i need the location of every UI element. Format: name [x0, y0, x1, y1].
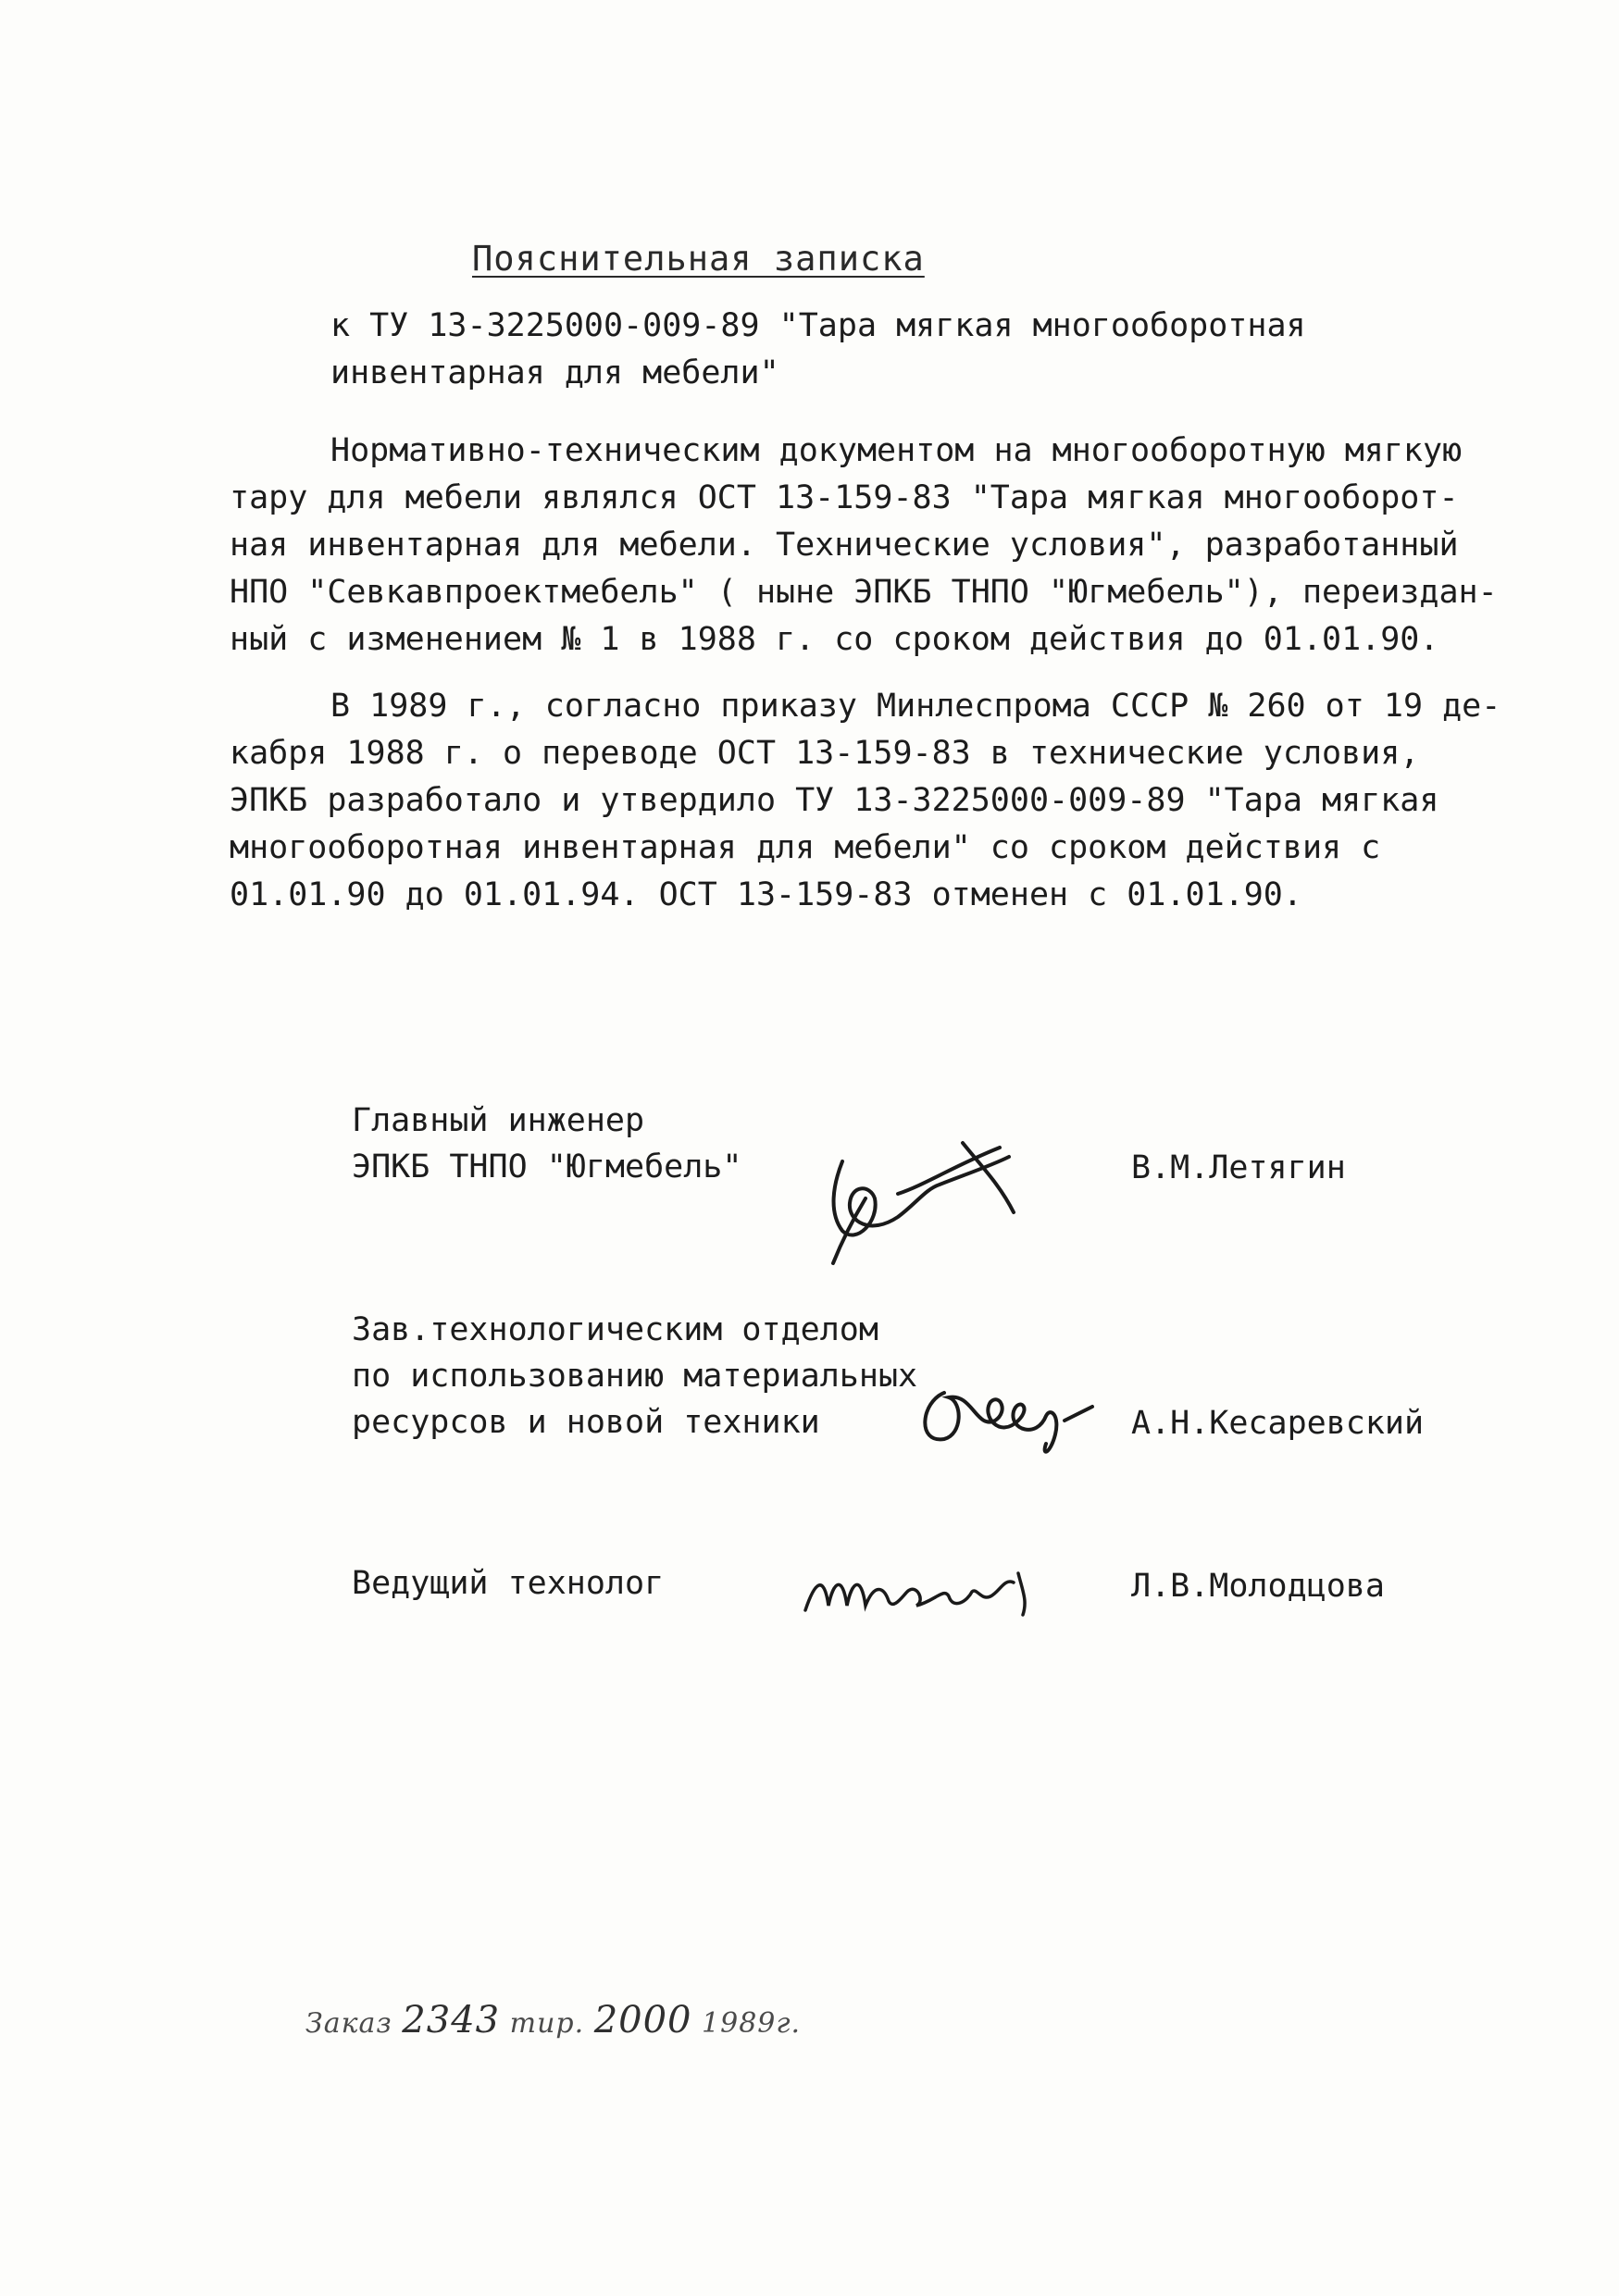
signature-icon	[778, 1111, 1065, 1277]
signatory-name: Л.В.Молодцова	[1131, 1568, 1385, 1605]
paragraph-1-line-2: тару для мебели являлся ОСТ 13-159-83 "Тара мягкая многооборот-	[230, 479, 1459, 516]
signature-icon	[796, 1545, 1055, 1629]
signatory-role-line: Ведущий технолог	[352, 1565, 665, 1602]
stamp-print-run: 2000	[593, 1999, 692, 2042]
signatory-role-line: Зав.технологическим отделом	[352, 1311, 878, 1348]
paragraph-1-line-1: Нормативно-техническим документом на многооборотную мягкую	[330, 432, 1463, 469]
subject-line-1: к ТУ 13-3225000-009-89 "Тара мягкая многооборотная	[330, 307, 1306, 344]
signatory-role-line: Главный инженер	[352, 1102, 645, 1139]
stamp-suffix: 1989г.	[702, 2007, 802, 2040]
subject-line-2: инвентарная для мебели"	[330, 354, 779, 391]
stamp-middle: тир.	[509, 2007, 585, 2040]
paragraph-2-line-3: ЭПКБ разработало и утвердило ТУ 13-3225000-009-89 "Тара мягкая	[230, 782, 1439, 819]
paragraph-1-line-3: ная инвентарная для мебели. Технические условия", разработанный	[230, 527, 1459, 564]
print-stamp	[305, 1999, 801, 2042]
signatory-name: А.Н.Кесаревский	[1131, 1405, 1425, 1442]
signatory-role-line: по использованию материальных	[352, 1358, 918, 1395]
signatory-role-line: ресурсов и новой техники	[352, 1404, 820, 1441]
paragraph-1-line-5: ный с изменением № 1 в 1988 г. со сроком действия до 01.01.90.	[230, 621, 1439, 658]
signature-icon	[907, 1365, 1102, 1467]
paragraph-2-line-4: многооборотная инвентарная для мебели" со сроком действия с	[230, 829, 1381, 866]
signatory-role-line: ЭПКБ ТНПО "Югмебель"	[352, 1148, 742, 1185]
paragraph-1-line-4: НПО "Севкавпроектмебель" ( ныне ЭПКБ ТНПО "Югмебель"), переиздан-	[230, 574, 1498, 611]
paragraph-2-line-5: 01.01.90 до 01.01.94. ОСТ 13-159-83 отменен с 01.01.90.	[230, 876, 1302, 913]
paragraph-2-line-2: кабря 1988 г. о переводе ОСТ 13-159-83 в технические условия,	[230, 735, 1420, 772]
signatory-name: В.М.Летягин	[1131, 1149, 1346, 1186]
stamp-prefix: Заказ	[305, 2007, 392, 2040]
document-title: Пояснительная записка	[472, 239, 925, 279]
stamp-order-number: 2343	[402, 1999, 501, 2042]
paragraph-2-line-1: В 1989 г., согласно приказу Минлеспрома СССР № 260 от 19 де-	[330, 688, 1501, 725]
